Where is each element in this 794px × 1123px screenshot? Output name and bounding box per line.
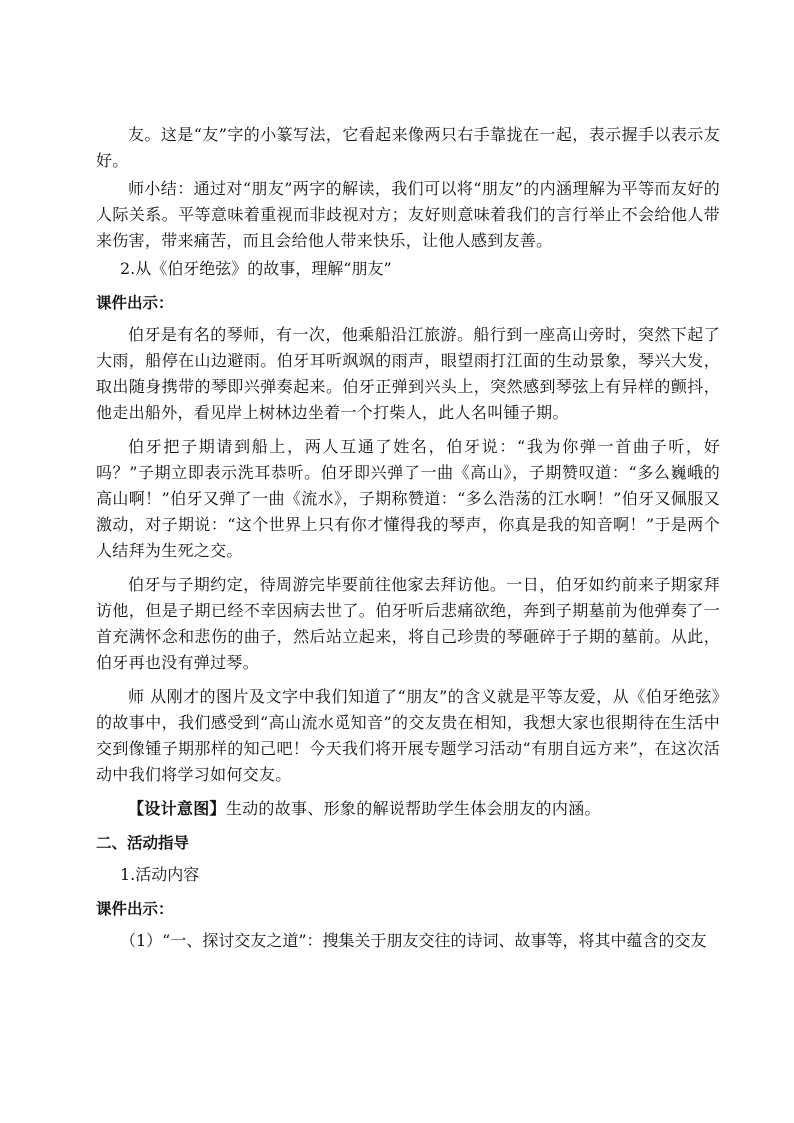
label-courseware-display-1: 课件出示： xyxy=(96,294,174,312)
paragraph-teacher-summary: 师小结：通过对“朋友”两字的解读，我们可以将“朋友”的内涵理解为平等而友好的人际关系。平等意味着重视而非歧视对方；友好则意味着我们的言行举止不会给他人带来伤害，带来痛苦，而且会给他人带来快乐，让他人感到友善。 xyxy=(96,179,720,250)
document-page xyxy=(96,122,720,962)
label-courseware-display-2: 课件出示： xyxy=(96,900,174,918)
subsection-boya-story: 2.从《伯牙绝弦》的故事，理解“朋友” xyxy=(120,259,392,278)
paragraph-boya-ziqi-meet: 伯牙把子期请到船上，两人互通了姓名，伯牙说：“我为你弹一首曲子听，好吗？”子期立即表示洗耳恭听。伯牙即兴弹了一曲《高山》，子期赞叹道：“多么巍峨的高山啊！”伯牙又弹了一曲《流水》，子期称赞道：“多么浩荡的江水啊！”伯牙又佩服又激动，对子期说：“这个世界上只有你才懂得我的琴声，你真是我的知音啊！”于是两个人结拜为生死之交。 xyxy=(96,437,720,560)
paragraph-boya-ziqi-death: 伯牙与子期约定，待周游完毕要前往他家去拜访他。一日，伯牙如约前来子期家拜访他，但是子期已经不幸因病去世了。伯牙听后悲痛欲绝，奔到子期墓前为他弹奏了一首充满怀念和悲伤的曲子，然后站立起来，将自己珍贵的琴砸碎于子期的墓前。从此，伯牙再也没有弹过琴。 xyxy=(96,575,720,672)
subsection-activity-content: 1.活动内容 xyxy=(120,865,200,884)
heading-activity-guidance: 二、活动指导 xyxy=(96,834,190,852)
paragraph-teacher-transition: 师 从刚才的图片及文字中我们知道了“朋友”的含义就是平等友爱，从《伯牙绝弦》的故事中，我们感受到“高山流水觅知音”的交友贵在相知，我想大家也很期待在生活中交到像锺子期那样的知己吧！今天我们将开展专题学习活动“有朋自远方来”，在这次活动中我们将学习如何交友。 xyxy=(96,687,720,784)
design-intent-text: 生动的故事、形象的解说帮助学生体会朋友的内涵。 xyxy=(225,799,601,818)
design-intent-label: 【设计意图】 xyxy=(128,799,226,818)
paragraph-explore-friendship: （1）“一、探讨交友之道”：搜集关于朋友交往的诗词、故事等，将其中蕴含的交友 xyxy=(120,931,707,950)
paragraph-friend-character: 友。这是“友”字的小篆写法，它看起来像两只右手靠拢在一起，表示握手以表示友好。 xyxy=(96,125,720,170)
paragraph-boya-intro: 伯牙是有名的琴师，有一次，他乘船沿江旅游。船行到一座高山旁时，突然下起了大雨，船停在山边避雨。伯牙耳听飒飒的雨声，眼望雨打江面的生动景象，琴兴大发，取出随身携带的琴即兴弹奏起来。伯牙正弹到兴头上，突然感到琴弦上有异样的颤抖，他走出船外，看见岸上树林边坐着一个打柴人，此人名叫锺子期。 xyxy=(96,325,720,422)
paragraph-design-intent xyxy=(96,796,720,822)
